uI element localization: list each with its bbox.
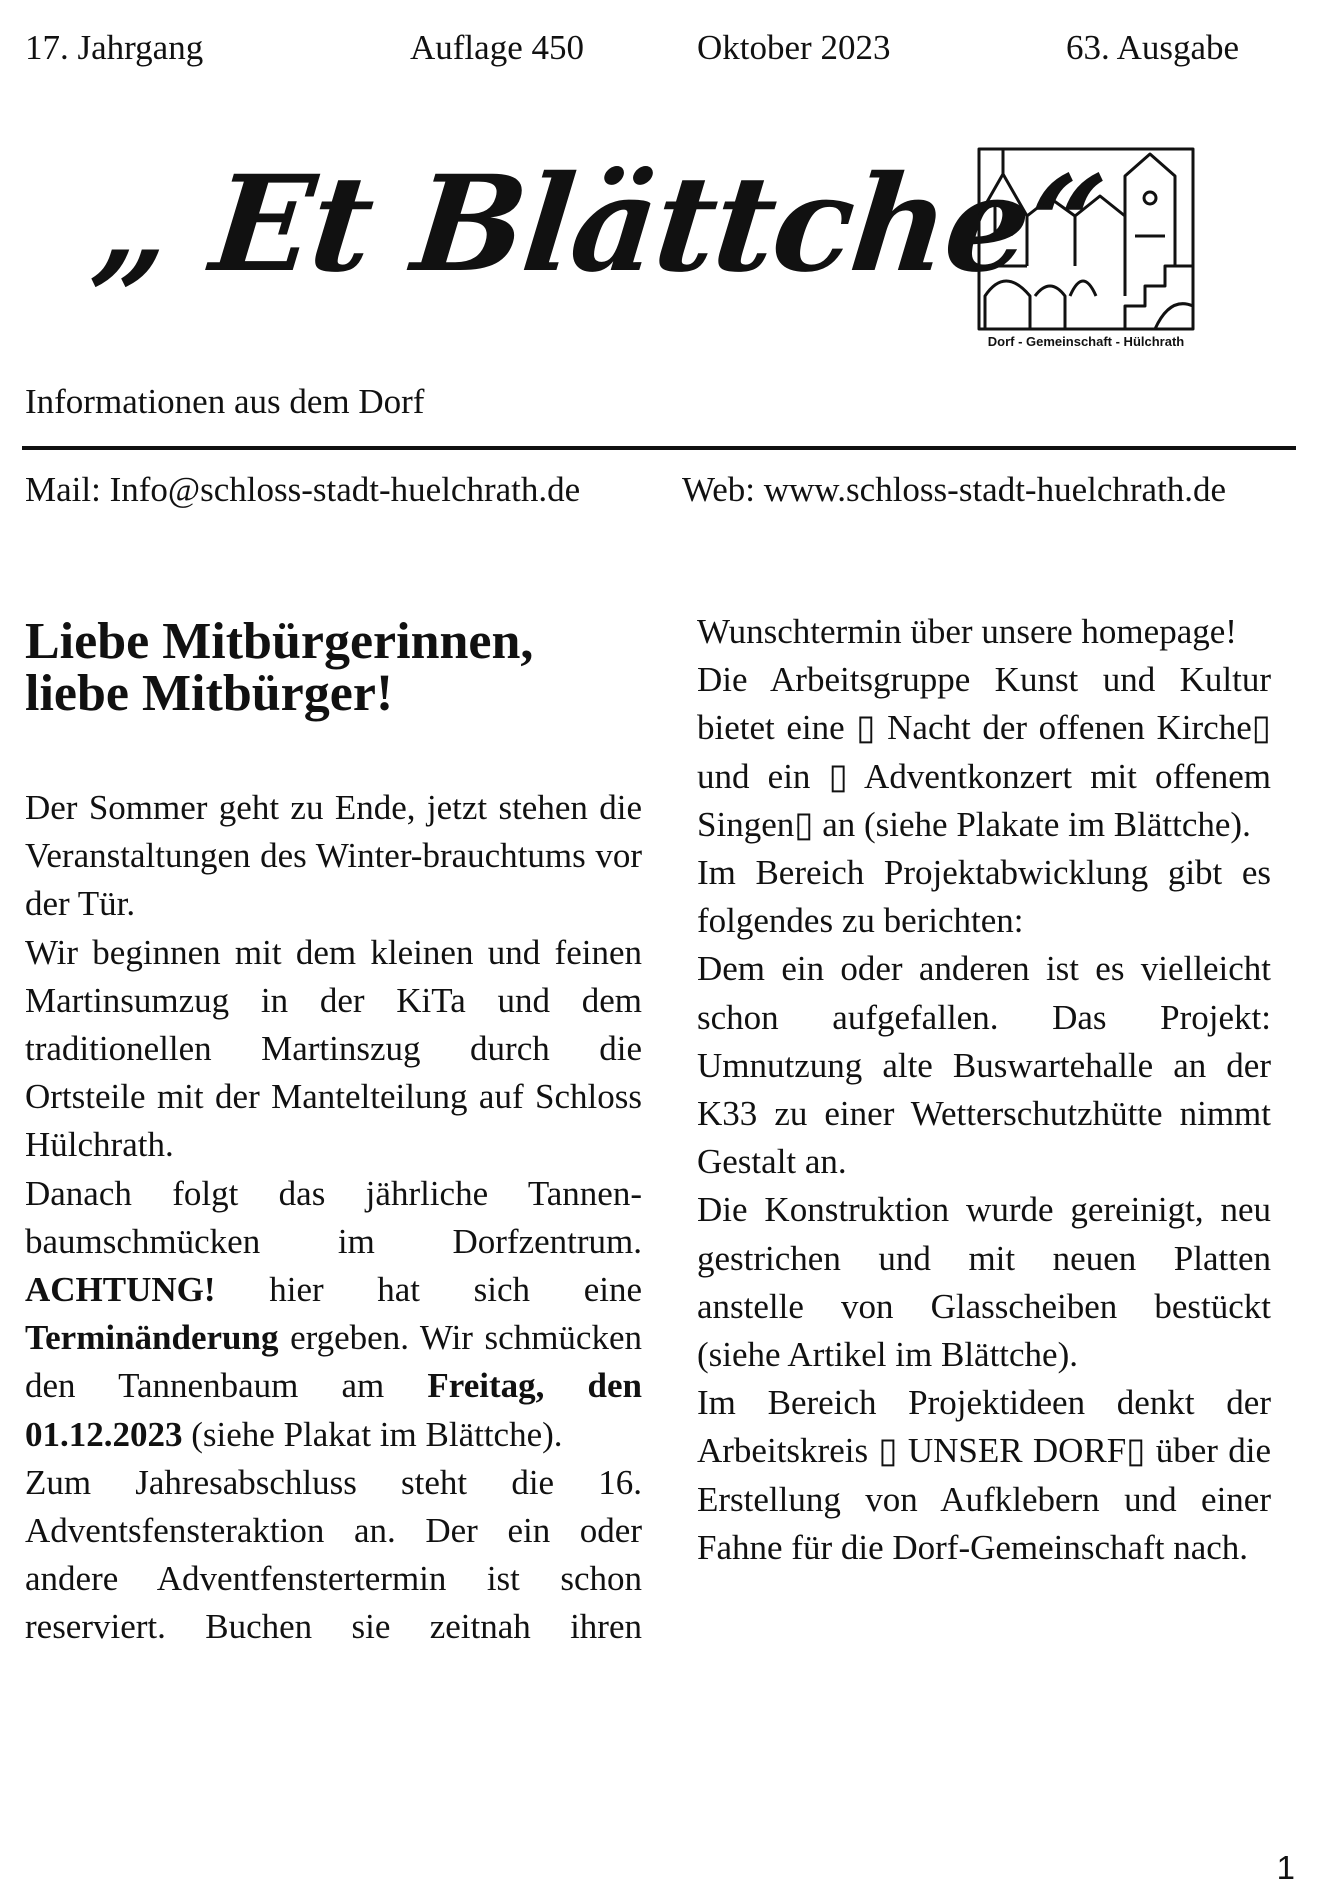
emphasis-terminaenderung: Terminänderung (25, 1318, 279, 1358)
contact-web: Web: www.schloss-stadt-huelchrath.de (682, 470, 1227, 509)
emphasis-date: Freitag, den 01.12.2023 (25, 1366, 642, 1454)
paragraph (25, 1170, 642, 1459)
greeting-line-1: Liebe Mitbürgerinnen, (25, 613, 534, 670)
village-castle-logo (975, 146, 1197, 352)
header-divider (22, 446, 1296, 450)
village-castle-logo-icon (975, 146, 1197, 352)
paragraph-text: ergeben. Wir schmücken den Tannenbaum am (25, 1318, 642, 1406)
volume-label: 17. Jahrgang (25, 28, 204, 67)
paragraph: Im Bereich Projektideen denkt der Arbeitskreis ▯ UNSER DORF▯ über die Erstellung von Aufklebern und einer Fahne für die Dorf-Gemeinschaft nach. (697, 1383, 1271, 1567)
article-column-right (697, 608, 1271, 1572)
paragraph: Die Konstruktion wurde gereinigt, neu gestrichen und mit neuen Platten anstelle von Glasscheiben bestückt (siehe Artikel im Blättche). (697, 1190, 1271, 1375)
subtitle: Informationen aus dem Dorf (25, 382, 425, 421)
issue-number: 63. Ausgabe (1066, 28, 1240, 67)
paragraph: Dem ein oder anderen ist es vielleicht schon aufgefallen. Das Projekt: Umnutzung alte Buswartehalle an der K33 zu einer Wetterschutzhütte nimmt Gestalt an. (697, 949, 1271, 1182)
paragraph: Wir beginnen mit dem kleinen und feinen Martinsumzug in der KiTa und dem traditionellen Martinszug durch die Ortsteile mit der Mantelteilung auf Schloss Hülchrath. (25, 932, 642, 1165)
greeting-line-2: liebe Mitbürger! (25, 665, 394, 722)
logo-caption: Dorf - Gemeinschaft - Hülchrath (987, 334, 1185, 349)
paragraph: Zum Jahresabschluss steht die 16. Adventsfensteraktion an. Der ein oder andere Adventfenstertermin ist schon reserviert. Buchen sie zeitnah ihren (25, 1462, 642, 1647)
emphasis-achtung: ACHTUNG! (25, 1270, 216, 1310)
greeting-heading (25, 613, 665, 722)
paragraph: Im Bereich Projektabwicklung gibt es folgendes zu berichten: (697, 853, 1271, 941)
paragraph: Die Arbeitsgruppe Kunst und Kultur bietet eine ▯ Nacht der offenen Kirche▯ und ein ▯ Adventkonzert mit offenem Singen▯ an (siehe Plakate im Blättche). (697, 660, 1271, 844)
paragraph-text: (siehe Plakat im Blättche). (191, 1414, 563, 1454)
paragraph: Wunschtermin über unsere homepage! (697, 612, 1237, 651)
masthead-title: „ Et Blättche“ (86, 147, 1111, 302)
issue-date: Oktober 2023 (697, 28, 891, 67)
article-column-left (25, 784, 642, 1652)
page-number: 1 (1276, 1849, 1295, 1886)
paragraph: Der Sommer geht zu Ende, jetzt stehen die Veranstaltungen des Winter-brauchtums vor der Tür. (25, 788, 642, 924)
contact-mail: Mail: Info@schloss-stadt-huelchrath.de (25, 470, 581, 509)
paragraph-text: hier hat sich eine (269, 1270, 642, 1310)
circulation-label: Auflage 450 (410, 28, 584, 67)
paragraph-text: Danach folgt das jährliche Tannen-baumschmücken im Dorfzentrum. (25, 1173, 642, 1261)
